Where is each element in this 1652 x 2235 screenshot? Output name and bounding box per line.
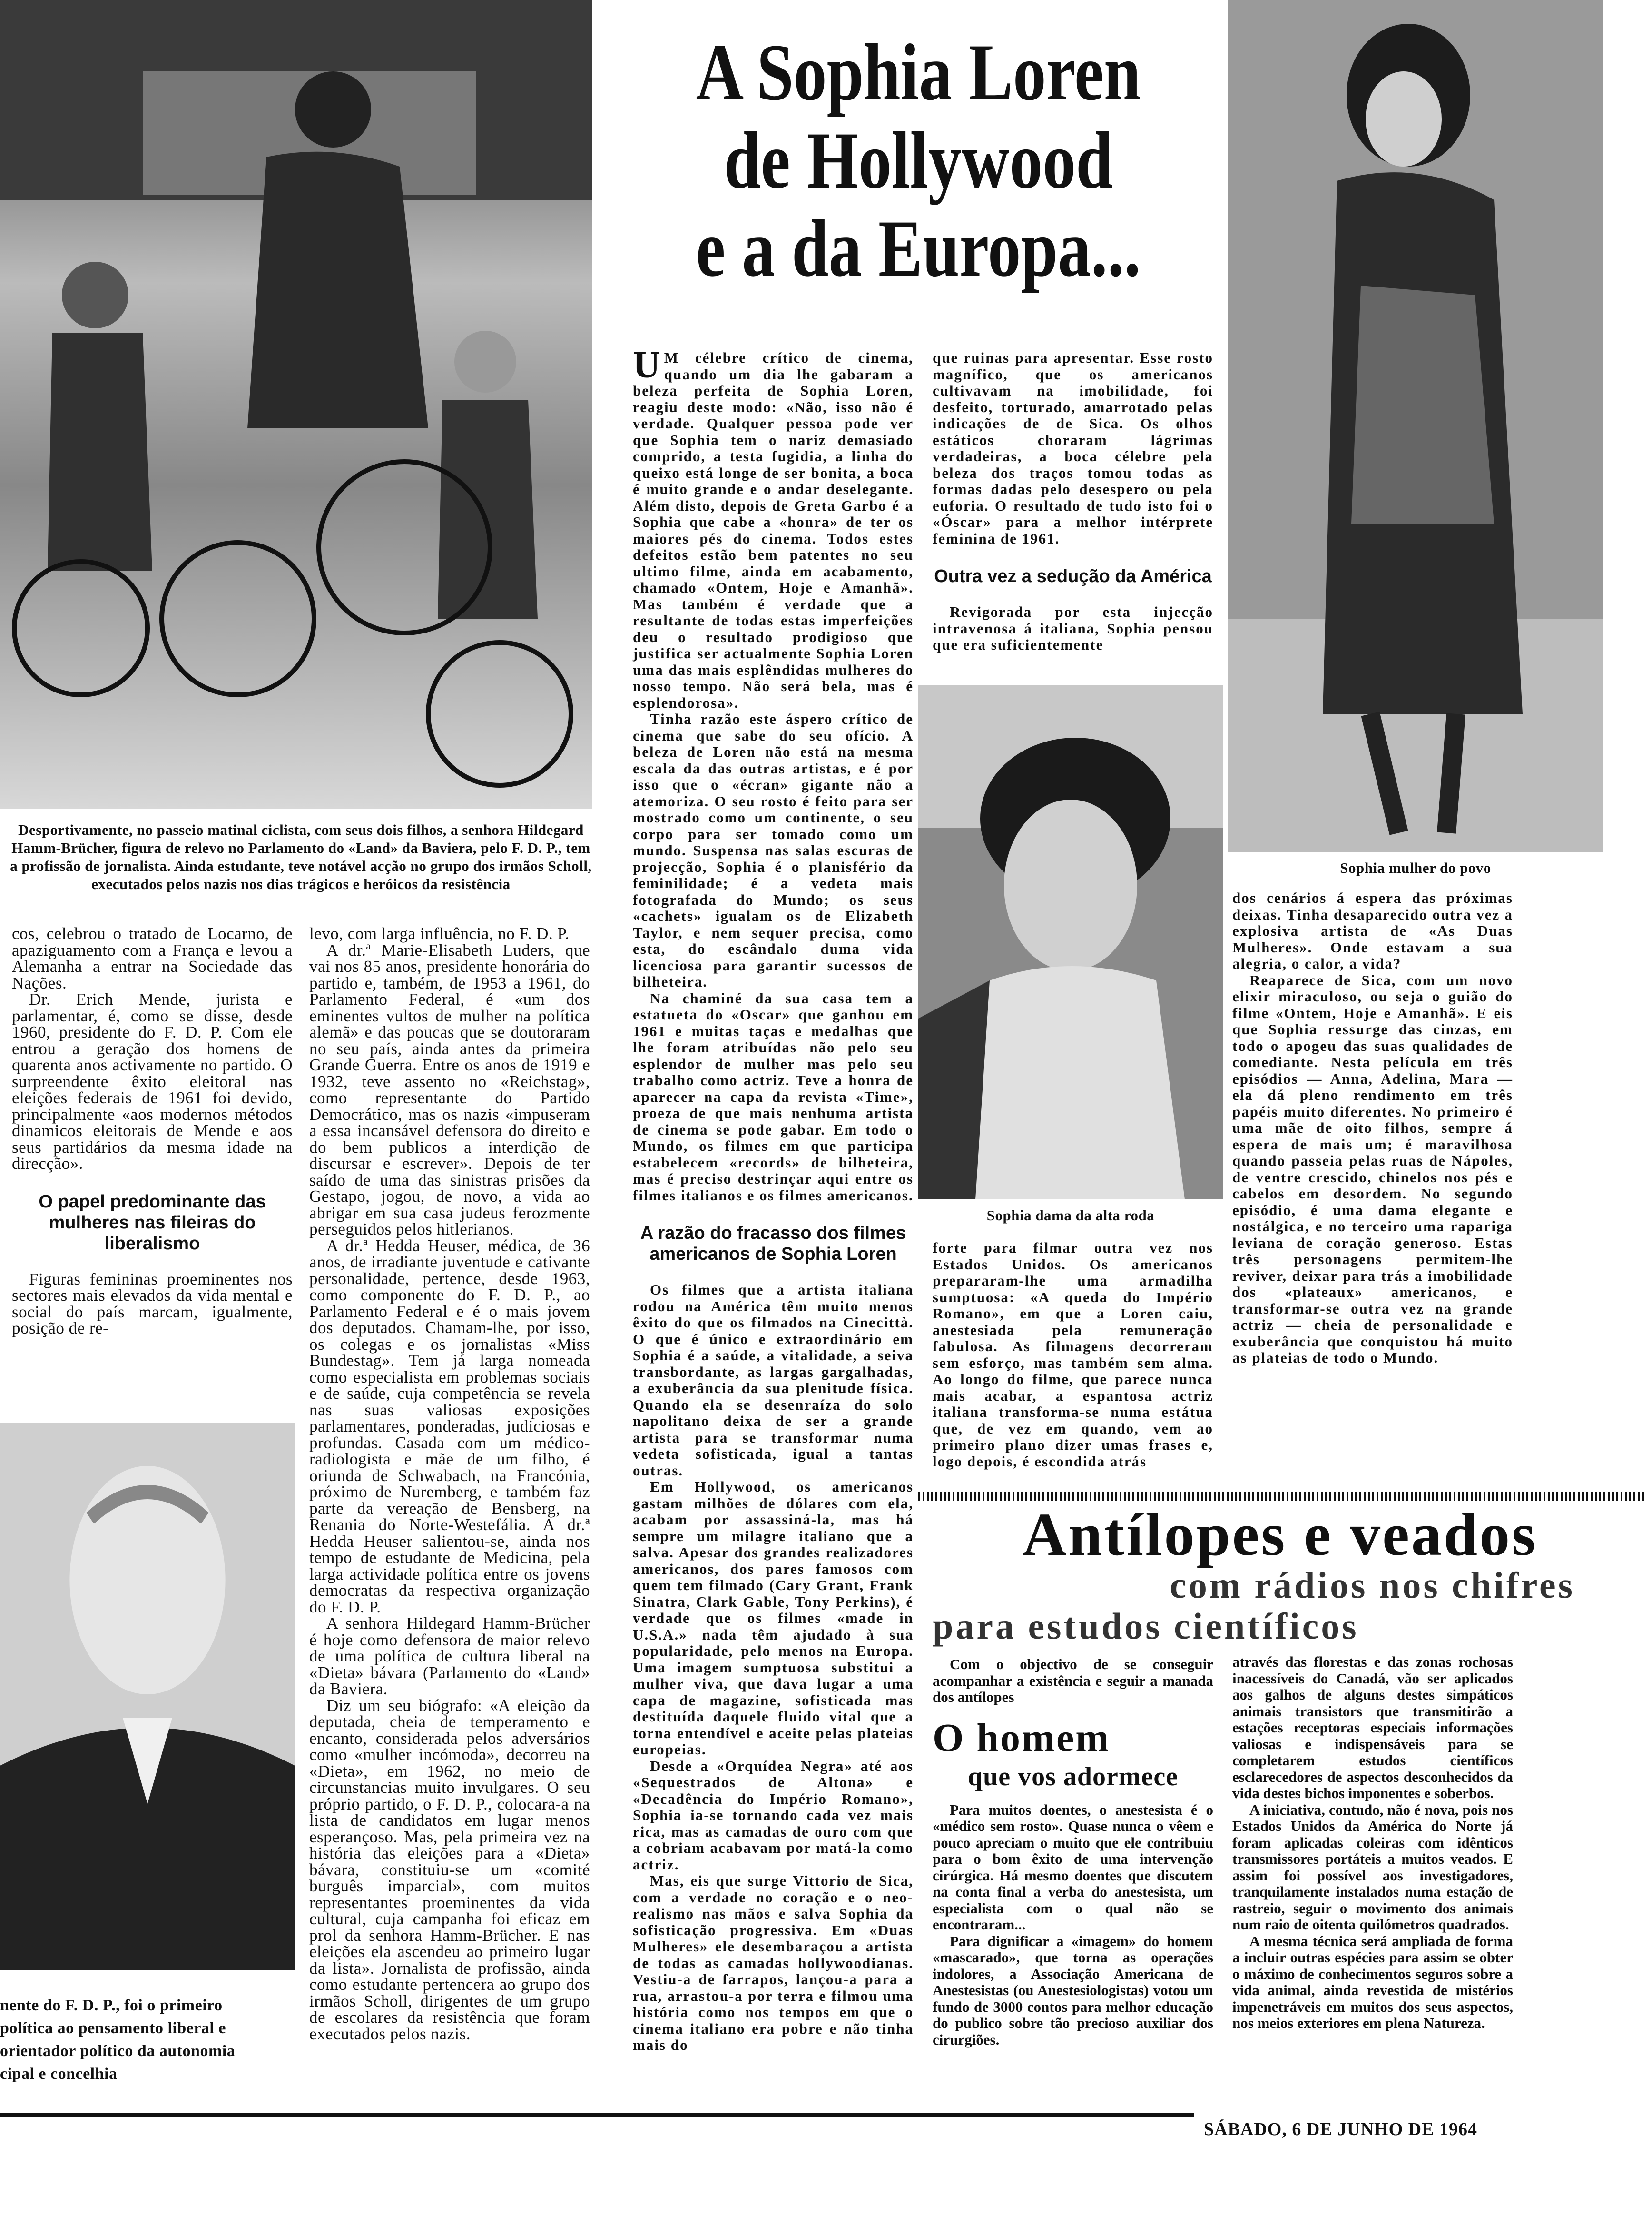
paragraph: através das florestas e das zonas rochosas inacessíveis do Canadá, vão ser aplicados aos galhos de alguns destes simpáticos animais transistors que transmitirão a estações receptoras especiais informações valiosas e indispensáveis para se completarem estudos científicos esclarecedores de aspectos desconhecidos da vida destes bichos imponentes e soberbos. <box>1232 1653 1513 1801</box>
paragraph: Para muitos doentes, o anestesista é o «médico sem rosto». Quase nunca o vêem e pouco apreciam o muito que ele contribuiu para o bom êxito de uma intervenção cirúrgica. Há mesmo doentes que discutem na conta final a verba do anestesista, um especialista com o qual não se encontraram... <box>933 1801 1213 1933</box>
headline-line: de Hollywood <box>724 116 1113 205</box>
headline-line: A Sophia Loren <box>696 28 1141 117</box>
caption-line: nente do F. D. P., foi o primeiro <box>0 1997 223 2014</box>
paragraph: Revigorada por esta injecção intravenosa á italiana, Sophia pensou que era suficientemente <box>933 603 1213 653</box>
paragraph: Figuras femininas proeminentes nos sectores mais elevados da vida mental e social do país marcam, igualmente, posição de re- <box>12 1269 293 1337</box>
antelopes-headline <box>928 1501 1632 1647</box>
paragraph: Mas, eis que surge Vittorio de Sica, com a verdade no coração e o neo-realismo nas mãos e salva Sophia da sofisticação progressiva. Em «Duas Mulheres» ele desembaraçou a artista de todas as camadas hollywoodianas. Vestiu-a de farrapos, lançou-a para a rua, arrastou-a por terra e filmou uma história como nos tempos em que o cinema italiano era pobre e não tinha mais do <box>633 1872 914 2053</box>
paragraph: cos, celebrou o tratado de Locarno, de apaziguamento com a França e levou a Alemanha a entrar na Sociedade das Nações. <box>12 924 293 992</box>
paragraph: Em Hollywood, os americanos gastam milhões de dólares com ela, acabam por assassiná-la, mas há sempre um milagre italiano que a salva. Apesar dos grandes realizadores americanos, dos pares famosos com quem tem filmado (Cary Grant, Frank Sinatra, Clark Gable, Tony Perkins), é verdade que os filmes «made in U.S.A.» nada têm ajudado à sua popularidade, pelo menos na Europa. Uma imagem sumptuosa substitui a mulher viva, que dava lugar a uma capa de magazine, sofisticada mas destituída daquele fluido vital que a torna entendível e aceite pelas plateias europeias. <box>633 1478 914 1758</box>
photo-portrait <box>0 1423 295 1970</box>
photo-cycling-family <box>0 0 592 809</box>
sophia-column-2 <box>933 350 1213 653</box>
paragraph: A senhora Hildegard Hamm-Brücher é hoje como defensora de maior relevo de uma política de cultura liberal na «Dieta» bávara (Parlamento do «Land» da Baviera. <box>309 1614 590 1698</box>
photo-caption-high-society: Sophia dama da alta roda <box>986 1207 1155 1224</box>
paragraph: A iniciativa, contudo, não é nova, pois nos Estados Unidos da América do Norte já foram aplicadas coleiras com idênticos transmissores portáteis a muitos veados. E assim foi possível aos investigadores, tranquilamente instalados numa estação de rastreio, seguir o movimento dos animais num raio de oitenta quilómetros quadrados. <box>1232 1801 1513 1933</box>
liberal-column-1 <box>12 926 293 1337</box>
liberal-column-2 <box>309 926 590 2042</box>
sophia-column-3 <box>1232 890 1513 1366</box>
caption-line: política ao pensamento liberal e <box>0 2019 226 2037</box>
headline-line: e a da Europa... <box>696 204 1141 293</box>
paragraph: Reaparece de Sica, com um novo elixir miraculoso, ou seja o guião do filme «Ontem, Hoje e Amanhã». E eis que Sophia ressurge das cinzas, em todo o apogeu das suas qualidades de comediante. Nesta película em três episódios — Anna, Adelina, Mara — ela dá pleno rendimento em três papéis muito diferentes. No primeiro é uma mãe de oito filhos, sempre á espera de mais um; é maravilhosa quando passeia pelas ruas de Nápoles, de ventre crescido, chinelos nos pés e cabelos em desordem. No segundo episódio, é uma dama elegante e nostálgica, e no terceiro uma rapariga leviana de coração generoso. Estas três personagens permitem-lhe reviver, deixar para trás a imobilidade dos «plateaux» americanos, e transformar-se outra vez na grande actriz — cheia de personalidade e exuberância que conquistou há muito as plateias de todo o Mundo. <box>1232 971 1513 1366</box>
photo-sophia-woman-of-people <box>1228 0 1603 852</box>
paragraph: A dr.ª Marie-Elisabeth Luders, que vai nos 85 anos, presidente honorária do partido e, também, de 1953 a 1961, do Parlamento Federal, é «um dos eminentes vultos de mulher na política alemã» e das poucas que se doutoraram no seu país, ainda antes da primeira Grande Guerra. Entre os anos de 1919 e 1932, teve assento no «Reichstag», como representante do Partido Democrático, mas os nazis «impuseram a essa incansável defensora do direito e do bem publicos a interdição de discursar e escrever». Depois de ter saído de uma das sinistras prisões da Gestapo, jogou, de novo, a vida ao abrigar em sua casa judeus ferozmente perseguidos pelos hitlerianos. <box>309 940 590 1238</box>
paragraph: levo, com larga influência, no F. D. P. <box>309 924 570 943</box>
section-divider <box>918 1492 1646 1501</box>
sophia-headline <box>619 29 1218 293</box>
paragraph: A mesma técnica será ampliada de forma a incluir outras espécies para assim se obter o máximo de conhecimentos seguros sobre a vida animal, ainda revestida de mistérios impenetráveis em muitos dos seus aspectos, nos meios exteriores em plena Natureza. <box>1232 1932 1513 2031</box>
photo-caption-cycling: Desportivamente, no passeio matinal ciclista, com seus dois filhos, a senhora Hildegard Hamm-Brücher, figura de relevo no Parlamento do «Land» da Baviera, pelo F. D. P., tem a profissão de jornalista. Ainda estudante, teve notável acção no grupo dos irmãos Scholl, executados pelos nazis nos dias trágicos e heróicos da resistência <box>10 821 592 892</box>
caption-line: cipal e concelhia <box>0 2065 118 2083</box>
headline-title: Antílopes e veados <box>1023 1501 1537 1568</box>
paragraph: A dr.ª Hedda Heuser, médica, de 36 anos, de irradiante juventude e cativante personalidade, pertence, desde 1963, como componente do F. D. P., ao Parlamento Federal e é o mais jovem dos deputados. Chamam-lhe, por isso, os colegas e os jornalistas «Miss Bundestag». Tem já larga nomeada como especialista em problemas sociais e de saúde, cuja competência se revela nas suas valiosas exposições parlamentares, ponderadas, judiciosas e profundas. Casada com um médico-radiologista e mãe de um filho, é oriunda de Schwabach, na Francónia, próximo de Nuremberg, e também faz parte da vereação de Bensberg, na Renania do Norte-Westefália. A dr.ª Hedda Heuser salientou-se, ainda nos tempo de estudante de Medicina, pela larga actividade política entre os jovens democratas da respectiva organização do F. D. P. <box>309 1236 590 1616</box>
antelopes-column <box>1232 1654 1513 2032</box>
subheading-women-liberalism: O papel predominante das mulheres nas fileiras do liberalismo <box>39 1191 266 1254</box>
sophia-column-1 <box>633 344 914 2054</box>
homem-title: O homem <box>933 1715 1111 1760</box>
footer-rule <box>0 2113 1194 2117</box>
page-date: SÁBADO, 6 DE JUNHO DE 1964 <box>1204 2119 1477 2139</box>
paragraph: Para dignificar a «imagem» do homem «mascarado», que torna as operações indolores, a Associação Americana de Anestesistas (ou Anestesiologistas) votou um fundo de 3000 contos para melhor educação do publico sobre tão precioso auxiliar dos cirurgiões. <box>933 1932 1213 2048</box>
sophia-column-2-continued <box>933 1240 1213 1470</box>
paragraph: Tinha razão este áspero crítico de cinema que sabe do seu ofício. A beleza de Loren não está na mesma escala da das outras artistas, e é por isso que o «écran» gigante não a atemoriza. O seu rosto é feito para ser mostrado como um continente, o seu corpo para ser tomado como um mundo. Suspensa nas salas escuras de projecção, Sophia é o planisfério da feminilidade; é a vedeta mais fotografada do Mundo; os seus «cachets» igualam os de Elizabeth Taylor, e nem sequer precisa, como esta, do escândalo duma vida licenciosa para garantir sucessos de bilheteira. <box>633 711 914 990</box>
paragraph: que ruinas para apresentar. Esse rosto magnífico, que os americanos cultivavam na imobilidade, foi desfeito, torturado, amarrotado pelas indicações de de Sica. Os olhos estáticos choraram lágrimas verdadeiras, a boca célebre pela beleza dos traços tomou todas as formas dadas pelo desespero ou pela euforia. O resultado de tudo isto foi o «Óscar» para a melhor intérprete feminina de 1961. <box>933 349 1213 547</box>
paragraph: Diz um seu biógrafo: «A eleição da deputada, cheia de temperamento e encanto, considerada pelos adversários como «mulher incómoda», decorreu na «Dieta», em 1962, no meio de circunstancias muito invulgares. O seu próprio partido, o F. D. P., colocara-a na lista de candidatos em lugar menos esperançoso. Mas, pela primeira vez na história das eleições para a «Dieta» bávara, constituiu-se um «comité burguês imparcial», com muitos representantes proeminentes da vida cultural, cuja campanha foi eficaz em prol da senhora Hamm-Brücher. E nas eleições ela ascendeu ao primeiro lugar da lista». Jornalista de profissão, ainda como estudante pertencera ao grupo dos irmãos Scholl, dirigentes de um grupo de escolares da resistência que foram executados pelos nazis. <box>309 1696 590 2043</box>
subheading-failure: A razão do fracasso dos filmes americanos de Sophia Loren <box>640 1223 906 1264</box>
paragraph: Os filmes que a artista italiana rodou na América têm muito menos êxito do que os filmados na Cinecittà. O que é único e extraordinário em Sophia é a saúde, a vitalidade, a seiva transbordante, as largas gargalhadas, a exuberância da sua plenitude física. Quando ela se desenraíza do solo napolitano deixa de ser a grande artista para se transformar numa vedeta sofisticada, igual a tantas outras. <box>633 1281 914 1479</box>
paragraph: Na chaminé da sua casa tem a estatueta do «Oscar» que ganhou em 1961 e muitas taças e medalhas que lhe foram atribuídas não pelo seu esplendor de mulher mas pelo seu trabalho como actriz. Teve a honra de aparecer na capa da revista «Time», proeza de que mais nenhuma artista de cinema se pode gabar. Em todo o Mundo, os filmes em que participa estabelecem «records» de bilheteira, mas é preciso destrinçar aqui entre os filmes italianos e os filmes americanos. <box>633 989 914 1204</box>
homem-subtitle: que vos adormece <box>967 1761 1179 1791</box>
subheading-seduction: Outra vez a sedução da América <box>934 566 1212 586</box>
caption-line: orientador político da autonomia <box>0 2042 236 2060</box>
photo-caption-woman-of-people: Sophia mulher do povo <box>1340 860 1491 876</box>
paragraph: forte para filmar outra vez nos Estados Unidos. Os americanos prepararam-lhe uma armadilha sumptuosa: «A queda do Império Romano», em que a Loren caiu, anestesiada pela remuneração fabulosa. As filmagens decorreram sem esforço, mas também sem alma. Ao longo do filme, que parece nunca mais acabar, a espantosa actriz italiana transforma-se numa estátua que, de vez em quando, vem ao primeiro plano dizer umas frases e, logo depois, é escondida atrás <box>933 1239 1213 1470</box>
headline-subtitle: com rádios nos chifres <box>1170 1564 1575 1606</box>
headline-subtitle: para estudos científicos <box>933 1605 1359 1647</box>
paragraph: Desde a «Orquídea Negra» até aos «Sequestrados de Altona» e «Decadência do Império Romano», Sophia ia-se tornando cada vez mais rica, mas as camadas de ouro com que a cobriam acabavam por matá-la como actriz. <box>633 1757 914 1873</box>
paragraph: Dr. Erich Mende, jurista e parlamentar, é, como se disse, desde 1960, presidente do F. D. P. Com ele entrou a geração dos homens de quarenta anos activamente no partido. O surpreendente êxito eleitoral nas eleições federais de 1961 foi devido, principalmente «aos modernos métodos dinamicos eleitorais de Mende e aos seus partidários da mesma idade na direcção». <box>12 990 293 1173</box>
paragraph: dos cenários á espera das próximas deixas. Tinha desaparecido outra vez a explosiva artista de «As Duas Mulheres». Onde estavam a sua alegria, o calor, a vida? <box>1232 890 1513 972</box>
antelopes-lead-column <box>933 1656 1213 2048</box>
photo-sophia-high-society <box>918 685 1223 1199</box>
paragraph: Com o objectivo de se conseguir acompanhar a existência e seguir a manada dos antílopes <box>933 1656 1213 1705</box>
paragraph: M célebre crítico de cinema, quando um dia lhe gabaram a beleza perfeita de Sophia Loren, reagiu deste modo: «Não, isso não é verdade. Qualquer pessoa pode ver que Sophia tem o nariz demasiado comprido, a testa fugidia, a linha do queixo está longe de ser bonita, a boca é muito grande e o andar deselegante. Além disto, depois de Greta Garbo é a Sophia que cabe a «honra» de ter os maiores pés do cinema. Todos estes defeitos estão bem patentes no seu ultimo filme, ainda em acabamento, chamado «Ontem, Hoje e Amanhã». Mas também é verdade que a resultante de todas estas imperfeições deu o resultado prodigioso que justifica ser actualmente Sophia Loren uma das mais esplêndidas mulheres do nosso tempo. Não será bela, mas é esplendorosa». <box>633 349 914 711</box>
photo-caption-portrait <box>0 1994 295 2086</box>
drop-cap: U <box>633 344 661 386</box>
